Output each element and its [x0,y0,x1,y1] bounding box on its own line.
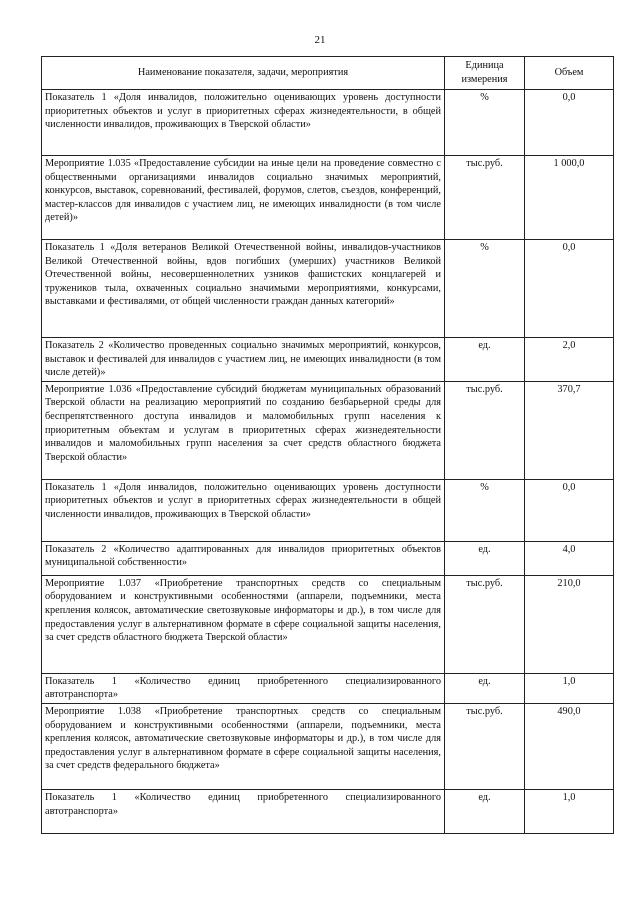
row-volume: 1 000,0 [525,156,614,240]
row-description: Мероприятие 1.038 «Приобретение транспортных средств со специальным оборудованием и конструктивными особенностями (аппарели, подъемники, места крепления колясок, автоматические светозвуковые информаторы и др.), в том числе для предоставления услуг в альтернативном формате в сфере социальной защиты населения, за счет средств федерального бюджета» [42,703,445,789]
table-row [42,240,614,338]
row-unit: ед. [445,789,525,833]
table-row [42,90,614,156]
row-description: Показатель 2 «Количество проведенных социально значимых мероприятий, конкурсов, выставок и фестивалей для инвалидов с участием лиц, не имеющих инвалидности (в том числе детей)» [42,338,445,382]
row-volume: 210,0 [525,575,614,673]
row-unit: ед. [445,541,525,575]
row-unit: ед. [445,673,525,703]
row-description: Показатель 1 «Количество единиц приобретенного специализированного автотранспорта» [42,673,445,703]
page-number: 21 [314,34,326,46]
table-row [42,703,614,789]
row-description: Мероприятие 1.036 «Предоставление субсидий бюджетам муниципальных образований Тверской области на реализацию мероприятий по созданию безбарьерной среды для беспрепятственного доступа инвалидов и маломобильных групп населения к приоритетным объектам и услугам в приоритетных сферах жизнедеятельности инвалидов и маломобильных групп населения за счет средств областного бюджета Тверской области» [42,381,445,479]
row-volume: 1,0 [525,673,614,703]
row-unit: % [445,479,525,541]
row-unit: ед. [445,338,525,382]
row-unit: % [445,240,525,338]
row-volume: 370,7 [525,381,614,479]
row-volume: 4,0 [525,541,614,575]
row-unit: тыс.руб. [445,703,525,789]
row-description: Показатель 1 «Доля инвалидов, положительно оценивающих уровень доступности приоритетных объектов и услуг в приоритетных сферах жизнедеятельности, в общей численности инвалидов, проживающих в Тверской области» [42,90,445,156]
table-row [42,156,614,240]
row-unit: тыс.руб. [445,575,525,673]
table-row [42,575,614,673]
row-volume: 0,0 [525,479,614,541]
table-row [42,673,614,703]
table-row [42,338,614,382]
row-description: Мероприятие 1.037 «Приобретение транспортных средств со специальным оборудованием и конструктивными особенностями (аппарели, подъемники, места крепления колясок, автоматические светозвуковые информаторы и др.), в том числе для предоставления услуг в альтернативном формате в сфере социальной защиты населения, за счет средств областного бюджета Тверской области» [42,575,445,673]
table-row [42,541,614,575]
header-name: Наименование показателя, задачи, мероприятия [42,57,445,90]
row-volume: 490,0 [525,703,614,789]
row-description: Мероприятие 1.035 «Предоставление субсидии на иные цели на проведение совместно с общественными организациями инвалидов социально значимых мероприятий, конкурсов, выставок, соревнований, фестивалей, форумов, слетов, съездов, конференций, мастер-классов для инвалидов с участием лиц, не имеющих инвалидности (в том числе детей)» [42,156,445,240]
table-row [42,479,614,541]
table-row [42,789,614,833]
header-unit: Единица измерения [445,57,525,90]
table-header-row [42,57,614,90]
row-volume: 0,0 [525,90,614,156]
row-unit: тыс.руб. [445,381,525,479]
table-row [42,381,614,479]
row-unit: тыс.руб. [445,156,525,240]
row-unit: % [445,90,525,156]
row-description: Показатель 1 «Количество единиц приобретенного специализированного автотранспорта» [42,789,445,833]
row-volume: 2,0 [525,338,614,382]
row-description: Показатель 1 «Доля инвалидов, положительно оценивающих уровень доступности приоритетных объектов и услуг в приоритетных сферах жизнедеятельности в общей численности инвалидов, проживающих в Тверской области» [42,479,445,541]
row-description: Показатель 2 «Количество адаптированных для инвалидов приоритетных объектов муниципальной собственности» [42,541,445,575]
row-description: Показатель 1 «Доля ветеранов Великой Отечественной войны, инвалидов-участников Великой Отечественной войны, вдов погибших (умерших) участников Великой Отечественной войны, несовершеннолетних узников фашистских концлагерей и тружеников тыла, охваченных социально значимыми мероприятиями, конкурсами, выставками и фестивалями, от общей численности граждан данных категорий» [42,240,445,338]
row-volume: 0,0 [525,240,614,338]
indicators-table [41,56,614,834]
header-volume: Объем [525,57,614,90]
row-volume: 1,0 [525,789,614,833]
